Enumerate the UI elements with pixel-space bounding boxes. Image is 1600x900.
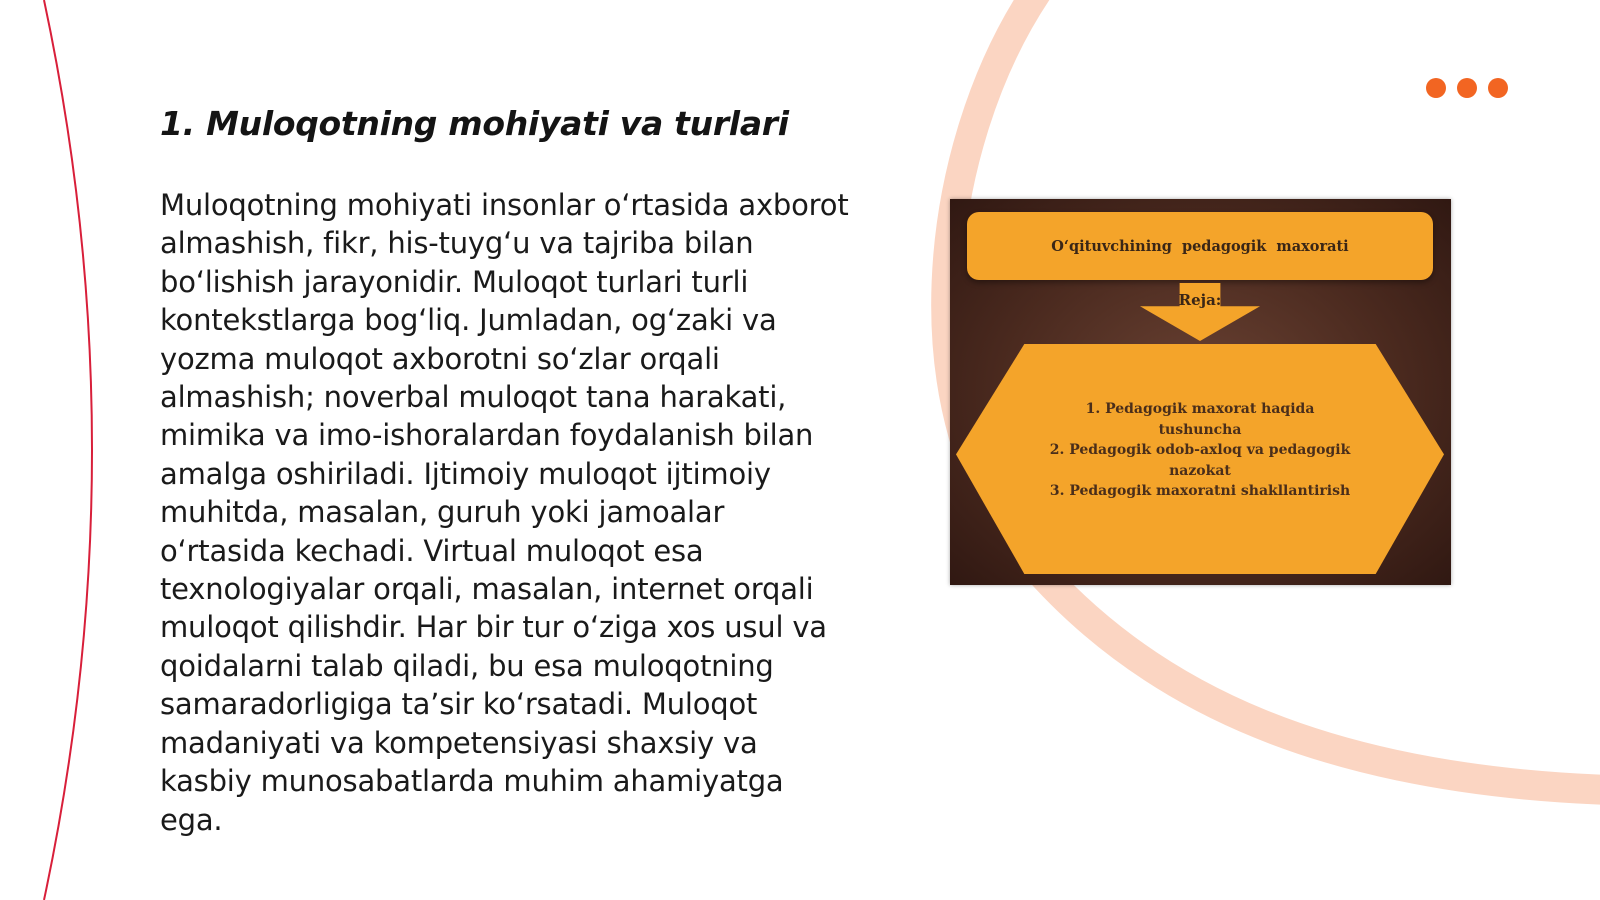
slide-body-text: Muloqotning mohiyati insonlar o‘rtasida axborot almashish, fikr, his-tuyg‘u va tajriba bilan bo‘lishish jarayonidir. Muloqot turlari turli kontekstlarga bog‘liq. Jumladan, og‘zaki va yozma muloqot axborotni so‘zlar orqali almashish; noverbal muloqot tana harakati, mimika va imo-ishoralardan foydalanish bilan amalga oshiriladi. Ijtimoiy muloqot ijtimoiy muhitda, masalan, guruh yoki jamoalar o‘rtasida kechadi. Virtual muloqot esa texnologiyalar orqali, masalan, internet orqali muloqot qilishdir. Har bir tur o‘ziga xos usul va qoidalarni talab qiladi, bu esa muloqotning samaradorligiga ta’sir ko‘rsatadi. Muloqot madaniyati va kompetensiyasi shaxsiy va kasbiy munosabatlarda muhim ahamiyatga ega. <box>160 188 849 837</box>
dot-icon <box>1457 78 1477 98</box>
slide-title: 1. Muloqotning mohiyati va turlari <box>160 104 789 143</box>
diagram-list-item: 2. Pedagogik odob-axloq va pedagogik nazokat <box>1049 442 1351 479</box>
diagram-list <box>1045 399 1355 502</box>
diagram-arrow-label: Reja: <box>1178 291 1222 309</box>
diagram-header: O‘qituvchining pedagogik maxorati <box>967 212 1433 280</box>
red-curve-line <box>44 0 92 900</box>
dot-icon <box>1488 78 1508 98</box>
diagram-list-item: 1. Pedagogik maxorat haqida tushuncha <box>1085 401 1315 438</box>
pedagogy-diagram-image <box>950 199 1451 585</box>
diagram-list-item: 3. Pedagogik maxoratni shakllantirish <box>1049 483 1351 499</box>
three-dots-decoration <box>1426 78 1508 98</box>
dot-icon <box>1426 78 1446 98</box>
